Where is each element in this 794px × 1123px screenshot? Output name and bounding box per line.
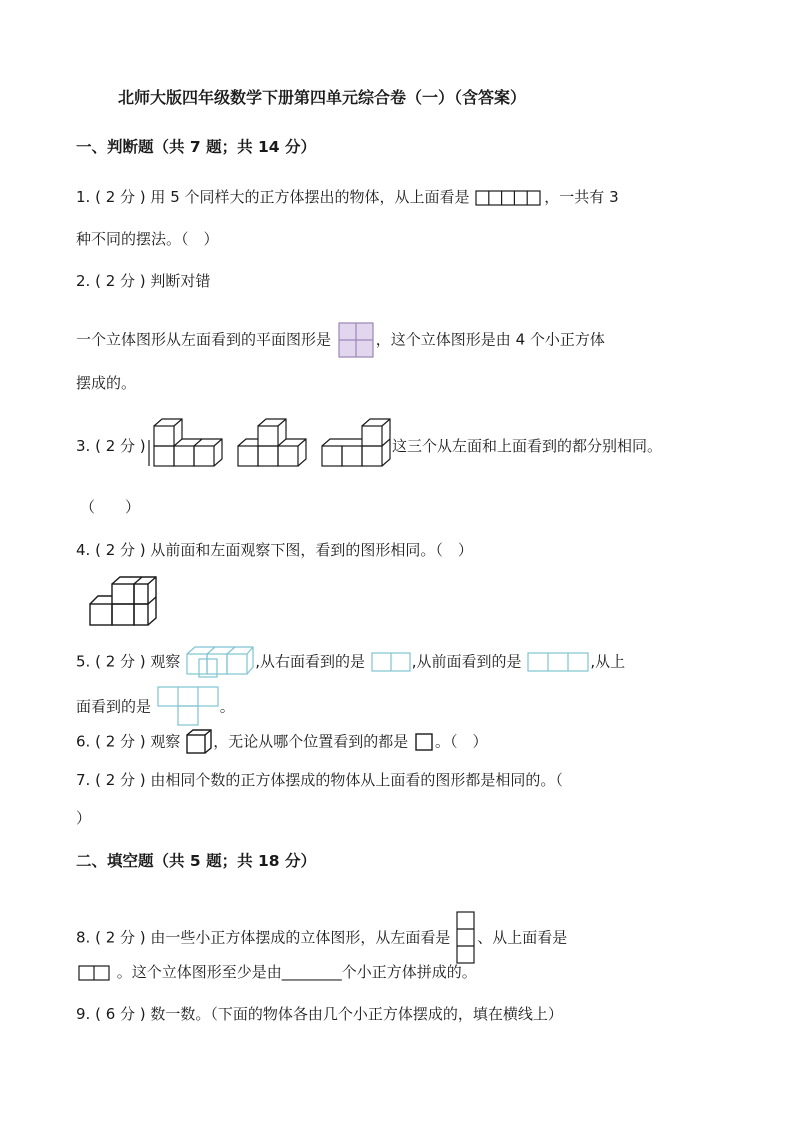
question-7-line2: ）: [76, 809, 92, 827]
question-2: [76, 271, 210, 291]
question-8-line2: [76, 962, 477, 983]
question-text-cont: 个小正方体拼成的。: [341, 963, 477, 981]
cube-stack-figure: [88, 574, 160, 628]
question-2-line3: 摆成的。: [76, 374, 137, 392]
question-text-cont: ，这个立体图形是由 4 个小正方体: [375, 330, 605, 349]
question-text-cont: 。（ ）: [435, 732, 488, 751]
question-5: [76, 645, 625, 679]
question-text: 从前面和左面观察下图，看到的图形相同。（ ）: [150, 541, 473, 559]
vertical-three-squares-icon: [455, 910, 477, 966]
question-text: 由一些小正方体摆成的立体图形，从左面看是: [150, 928, 451, 947]
question-text: 面看到的是: [76, 697, 152, 716]
section-heading-fill-blank: 二、填空题（共 5 题；共 18 分）: [76, 852, 316, 870]
question-number: 7. ( 2 分 ): [76, 771, 146, 789]
question-number: 2. ( 2 分 ): [76, 272, 146, 290]
question-text: 观察: [150, 732, 181, 751]
question-number: 1. ( 2 分 ): [76, 188, 146, 206]
question-1: [76, 187, 619, 208]
t-shape-squares-icon: [156, 685, 220, 727]
two-squares-row-icon: [76, 963, 112, 983]
question-text: 观察: [150, 652, 181, 671]
question-text-cont: ，一共有 3: [544, 188, 619, 206]
cube-icon: [185, 728, 213, 756]
question-3-text: 这三个从左面和上面看到的都分别相同。: [392, 437, 663, 455]
two-squares-row-icon: [370, 651, 412, 673]
question-text: 由相同个数的正方体摆成的物体从上面看的图形都是相同的。（: [150, 771, 563, 789]
question-2-line2: [76, 321, 605, 359]
question-6: [76, 728, 488, 756]
question-text-cont: ,从右面看到的是: [255, 652, 365, 671]
four-squares-grid-icon: [336, 321, 376, 359]
question-9: [76, 1004, 563, 1024]
question-text-cont: 、从上面看是: [477, 928, 568, 947]
question-number: 4. ( 2 分 ): [76, 541, 146, 559]
question-text: 数一数。（下面的物体各由几个小正方体摆成的，填在横线上）: [150, 1005, 563, 1023]
question-text: 用 5 个同样大的正方体摆出的物体，从上面看是: [150, 188, 470, 206]
section-heading-judgement: 一、判断题（共 7 题；共 14 分）: [76, 138, 316, 156]
five-squares-row-icon: [474, 188, 544, 208]
answer-blank[interactable]: ________: [281, 963, 342, 981]
square-icon: [413, 731, 435, 753]
page-title: 北师大版四年级数学下册第四单元综合卷（一）（含答案）: [118, 88, 527, 107]
question-number: 6. ( 2 分 ): [76, 732, 146, 751]
question-text-cont: ,从上: [590, 652, 626, 671]
three-squares-row-icon: [526, 651, 590, 673]
question-text-cont: ，无论从哪个位置看到的都是: [213, 732, 409, 751]
question-4: [76, 540, 473, 560]
question-3-line2: （ ）: [80, 498, 141, 516]
question-text-cont: ,从前面看到的是: [411, 652, 522, 671]
question-5-line2: [76, 687, 235, 727]
question-text-cont: 。: [219, 697, 235, 716]
question-text: 一个立体图形从左面看到的平面图形是: [76, 330, 332, 349]
question-number: 9. ( 6 分 ): [76, 1005, 146, 1023]
three-cube-structures-figure: [146, 416, 391, 472]
question-text: 判断对错: [150, 272, 211, 290]
question-7: [76, 770, 563, 790]
question-8: [76, 910, 567, 966]
question-number: 8. ( 2 分 ): [76, 928, 146, 947]
question-3-number: 3. ( 2 分 ): [76, 437, 146, 455]
question-number: 5. ( 2 分 ): [76, 652, 146, 671]
cube-arrangement-figure: [185, 645, 255, 679]
question-1-line2: 种不同的摆法。（ ）: [76, 230, 219, 248]
question-text: 。这个立体图形至少是由: [116, 963, 282, 981]
